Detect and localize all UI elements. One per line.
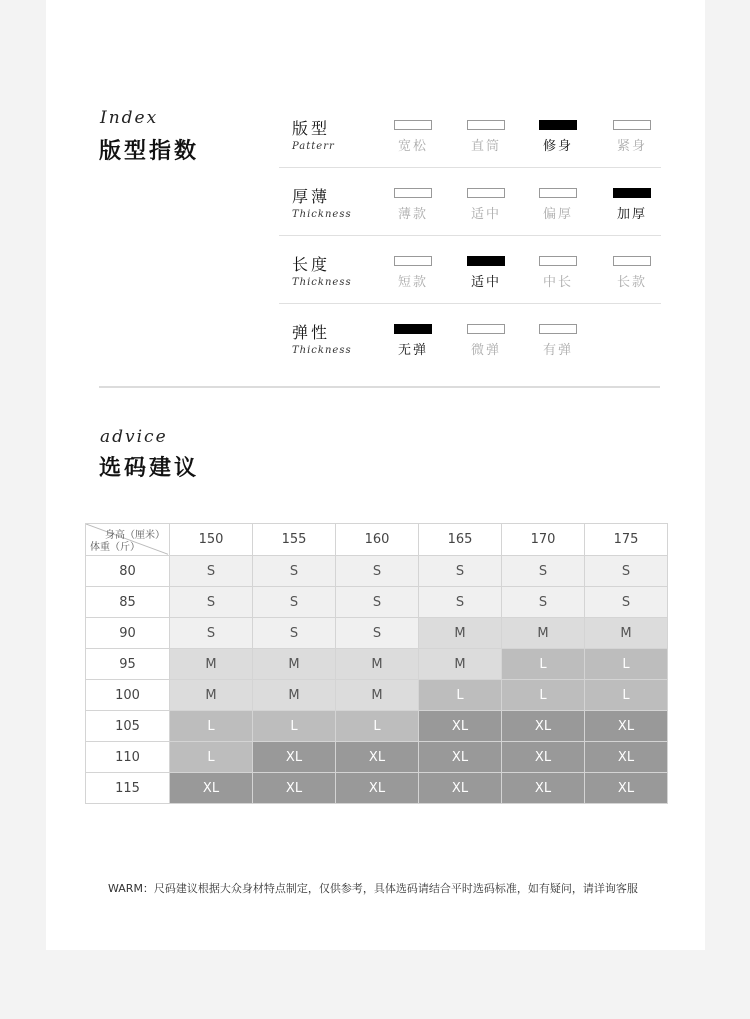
fit-option bbox=[613, 120, 651, 154]
fit-option-label: 适中 bbox=[470, 207, 501, 222]
size-cell: XL bbox=[502, 742, 585, 773]
size-chart-header-row bbox=[86, 524, 668, 556]
fit-index-list bbox=[279, 100, 661, 371]
advice-title-cn: 选码建议 bbox=[99, 455, 200, 481]
fit-option-label: 宽松 bbox=[397, 139, 428, 154]
size-cell: XL bbox=[502, 773, 585, 804]
size-cell: M bbox=[336, 680, 419, 711]
weight-cell: 105 bbox=[86, 711, 170, 742]
fit-option bbox=[613, 188, 651, 222]
fit-index-row bbox=[279, 236, 661, 304]
table-row bbox=[86, 680, 668, 711]
weight-cell: 85 bbox=[86, 587, 170, 618]
size-cell: L bbox=[170, 742, 253, 773]
size-cell: M bbox=[253, 649, 336, 680]
fit-index-label bbox=[292, 184, 352, 220]
fit-option-label: 加厚 bbox=[616, 207, 647, 222]
fit-option bbox=[467, 324, 505, 358]
size-cell: S bbox=[419, 587, 502, 618]
size-cell: M bbox=[253, 680, 336, 711]
fit-option-bar bbox=[394, 188, 432, 198]
fit-option-label: 有弹 bbox=[542, 343, 573, 358]
fit-index-row bbox=[279, 100, 661, 168]
size-cell: L bbox=[253, 711, 336, 742]
weight-cell: 100 bbox=[86, 680, 170, 711]
size-chart-corner bbox=[86, 524, 170, 556]
size-cell: S bbox=[336, 587, 419, 618]
fit-option bbox=[539, 120, 577, 154]
size-cell: S bbox=[502, 556, 585, 587]
fit-option bbox=[394, 256, 432, 290]
table-row bbox=[86, 587, 668, 618]
size-cell: L bbox=[585, 680, 668, 711]
size-cell: S bbox=[170, 618, 253, 649]
height-header-cell: 165 bbox=[419, 524, 502, 556]
table-row bbox=[86, 556, 668, 587]
height-header-cell: 150 bbox=[170, 524, 253, 556]
fit-option-bar bbox=[613, 120, 651, 130]
fit-option-label: 适中 bbox=[470, 275, 501, 290]
fit-index-name-cn: 版型 bbox=[292, 119, 331, 138]
table-row bbox=[86, 773, 668, 804]
warm-note: WARM：尺码建议根据大众身材特点制定，仅供参考，具体选码请结合平时选码标准，如有疑问，请详询客服 bbox=[108, 882, 638, 895]
fit-option-label: 无弹 bbox=[397, 343, 428, 358]
product-info-card bbox=[46, 0, 705, 950]
fit-option-bar bbox=[539, 120, 577, 130]
table-row bbox=[86, 618, 668, 649]
fit-option-label: 中长 bbox=[542, 275, 573, 290]
fit-index-label bbox=[292, 116, 335, 152]
fit-option-bar bbox=[467, 188, 505, 198]
fit-index-name-en: Thickness bbox=[292, 209, 352, 220]
size-cell: L bbox=[336, 711, 419, 742]
weight-cell: 115 bbox=[86, 773, 170, 804]
fit-index-name-cn: 弹性 bbox=[292, 323, 331, 342]
fit-index-name-en: Thickness bbox=[292, 277, 352, 288]
fit-option-bar bbox=[394, 256, 432, 266]
fit-option-bar bbox=[467, 120, 505, 130]
size-cell: S bbox=[253, 618, 336, 649]
fit-option bbox=[394, 324, 432, 358]
fit-option-bar bbox=[539, 256, 577, 266]
size-cell: M bbox=[585, 618, 668, 649]
size-cell: XL bbox=[170, 773, 253, 804]
weight-cell: 80 bbox=[86, 556, 170, 587]
size-cell: S bbox=[253, 556, 336, 587]
fit-option-label: 长款 bbox=[616, 275, 647, 290]
size-cell: L bbox=[502, 680, 585, 711]
size-cell: XL bbox=[336, 773, 419, 804]
height-header-cell: 170 bbox=[502, 524, 585, 556]
size-cell: XL bbox=[419, 742, 502, 773]
fit-index-name-cn: 长度 bbox=[292, 255, 331, 274]
fit-option bbox=[467, 188, 505, 222]
fit-option bbox=[467, 256, 505, 290]
size-cell: S bbox=[170, 587, 253, 618]
size-cell: S bbox=[336, 556, 419, 587]
fit-option bbox=[467, 120, 505, 154]
fit-option-bar bbox=[467, 256, 505, 266]
fit-index-name-cn: 厚薄 bbox=[292, 187, 331, 206]
fit-option bbox=[394, 120, 432, 154]
fit-index-row bbox=[279, 304, 661, 371]
fit-option bbox=[539, 256, 577, 290]
size-cell: M bbox=[419, 649, 502, 680]
weight-axis-label: 体重（斤） bbox=[90, 542, 140, 553]
size-cell: S bbox=[170, 556, 253, 587]
height-header-cell: 160 bbox=[336, 524, 419, 556]
size-cell: M bbox=[419, 618, 502, 649]
size-cell: L bbox=[502, 649, 585, 680]
size-cell: M bbox=[170, 680, 253, 711]
height-axis-label: 身高（厘米） bbox=[105, 530, 165, 541]
height-header-cell: 175 bbox=[585, 524, 668, 556]
size-cell: S bbox=[253, 587, 336, 618]
size-cell: M bbox=[502, 618, 585, 649]
size-cell: L bbox=[585, 649, 668, 680]
fit-option bbox=[539, 324, 577, 358]
fit-option-label: 直筒 bbox=[470, 139, 501, 154]
size-cell: M bbox=[170, 649, 253, 680]
size-cell: XL bbox=[585, 742, 668, 773]
fit-index-name-en: Thickness bbox=[292, 345, 352, 356]
fit-option bbox=[539, 188, 577, 222]
fit-option-bar bbox=[467, 324, 505, 334]
size-cell: XL bbox=[502, 711, 585, 742]
fit-option-bar bbox=[394, 324, 432, 334]
size-cell: S bbox=[502, 587, 585, 618]
fit-option-label: 薄款 bbox=[397, 207, 428, 222]
index-title-en: Index bbox=[100, 108, 159, 128]
fit-option bbox=[394, 188, 432, 222]
size-cell: XL bbox=[585, 773, 668, 804]
fit-option bbox=[613, 256, 651, 290]
table-row bbox=[86, 711, 668, 742]
height-header-cell: 155 bbox=[253, 524, 336, 556]
index-title-cn: 版型指数 bbox=[99, 138, 200, 164]
fit-option-bar bbox=[539, 324, 577, 334]
size-chart-table bbox=[85, 523, 668, 804]
size-cell: L bbox=[419, 680, 502, 711]
size-cell: XL bbox=[585, 711, 668, 742]
fit-index-label bbox=[292, 320, 352, 356]
weight-cell: 110 bbox=[86, 742, 170, 773]
size-cell: L bbox=[170, 711, 253, 742]
size-cell: XL bbox=[419, 711, 502, 742]
fit-index-row bbox=[279, 168, 661, 236]
fit-option-bar bbox=[613, 188, 651, 198]
size-cell: S bbox=[419, 556, 502, 587]
fit-option-label: 短款 bbox=[397, 275, 428, 290]
size-cell: S bbox=[336, 618, 419, 649]
fit-option-bar bbox=[613, 256, 651, 266]
fit-option-label: 紧身 bbox=[616, 139, 647, 154]
weight-cell: 90 bbox=[86, 618, 170, 649]
table-row bbox=[86, 742, 668, 773]
advice-title-en: advice bbox=[100, 427, 168, 447]
size-cell: XL bbox=[253, 742, 336, 773]
size-cell: XL bbox=[336, 742, 419, 773]
table-row bbox=[86, 649, 668, 680]
size-cell: S bbox=[585, 587, 668, 618]
fit-option-label: 偏厚 bbox=[542, 207, 573, 222]
size-cell: M bbox=[336, 649, 419, 680]
fit-option-label: 微弹 bbox=[470, 343, 501, 358]
fit-option-label: 修身 bbox=[542, 139, 573, 154]
section-divider bbox=[99, 386, 660, 388]
fit-option-bar bbox=[539, 188, 577, 198]
size-cell: S bbox=[585, 556, 668, 587]
weight-cell: 95 bbox=[86, 649, 170, 680]
size-cell: XL bbox=[419, 773, 502, 804]
fit-index-label bbox=[292, 252, 352, 288]
fit-option-bar bbox=[394, 120, 432, 130]
size-cell: XL bbox=[253, 773, 336, 804]
fit-index-name-en: Patterr bbox=[292, 141, 335, 152]
